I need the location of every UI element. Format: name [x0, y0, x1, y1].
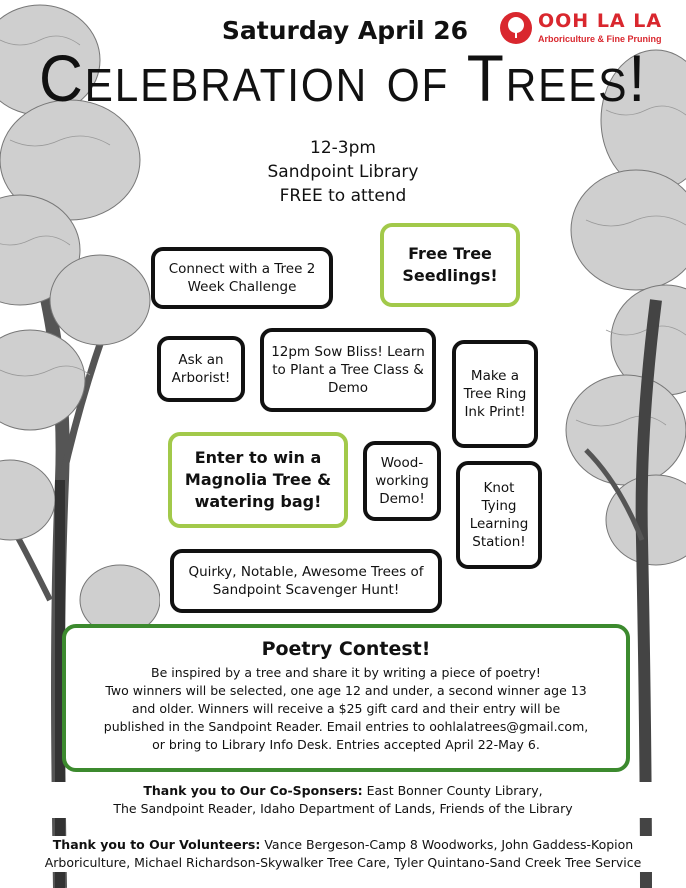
- event-date: Saturday April 26: [221, 16, 469, 45]
- volunteers-credits: [0, 836, 686, 872]
- activity-knot-tying: Knot Tying Learning Station!: [456, 461, 542, 569]
- event-time: 12-3pm: [310, 138, 376, 158]
- event-location: Sandpoint Library: [267, 162, 419, 182]
- event-info: [0, 136, 686, 208]
- activity-tree-challenge: Connect with a Tree 2 Week Challenge: [151, 247, 333, 309]
- poetry-title: Poetry Contest!: [261, 638, 431, 660]
- volunteers-label: Thank you to Our Volunteers:: [52, 837, 261, 852]
- sponsors-credits: [0, 782, 686, 818]
- volunteers-line: Vance Bergeson-Camp 8 Woodworks, John Gaddess-Kopion: [264, 837, 634, 852]
- poetry-line: Be inspired by a tree and share it by writing a piece of poetry!: [151, 665, 541, 680]
- poetry-line: published in the Sandpoint Reader. Email entries to oohlalatrees@gmail.com,: [103, 719, 589, 734]
- poetry-contest-panel: [62, 624, 630, 772]
- activity-scavenger-hunt: Quirky, Notable, Awesome Trees of Sandpoint Scavenger Hunt!: [170, 549, 442, 613]
- activity-woodworking-demo: Wood-working Demo!: [363, 441, 441, 521]
- sponsors-line: The Sandpoint Reader, Idaho Department of Lands, Friends of the Library: [113, 801, 573, 816]
- volunteers-line: Arboriculture, Michael Richardson-Skywalker Tree Care, Tyler Quintano-Sand Creek Tree Service: [44, 855, 642, 870]
- poetry-line: Two winners will be selected, one age 12 and under, a second winner age 13: [105, 683, 587, 698]
- logo-tagline: Arboriculture & Fine Pruning: [538, 34, 662, 44]
- logo-name: OOH LA LA: [538, 10, 663, 32]
- poetry-line: and older. Winners will receive a $25 gift card and their entry will be: [131, 701, 561, 716]
- activity-free-seedlings: Free Tree Seedlings!: [380, 223, 520, 307]
- page-title: Celebration of Trees!: [38, 41, 648, 115]
- sponsors-label: Thank you to Our Co-Sponsers:: [143, 783, 363, 798]
- activity-ask-arborist: Ask an Arborist!: [157, 336, 245, 402]
- poetry-line: or bring to Library Info Desk. Entries accepted April 22-May 6.: [152, 737, 540, 752]
- activity-sow-bliss: 12pm Sow Bliss! Learn to Plant a Tree Class & Demo: [260, 328, 436, 412]
- sponsors-line: East Bonner County Library,: [366, 783, 543, 798]
- poetry-body: [74, 664, 618, 754]
- event-price: FREE to attend: [279, 186, 407, 206]
- activity-tree-ring-print: Make a Tree Ring Ink Print!: [452, 340, 538, 448]
- activity-magnolia-raffle: Enter to win a Magnolia Tree & watering bag!: [168, 432, 348, 528]
